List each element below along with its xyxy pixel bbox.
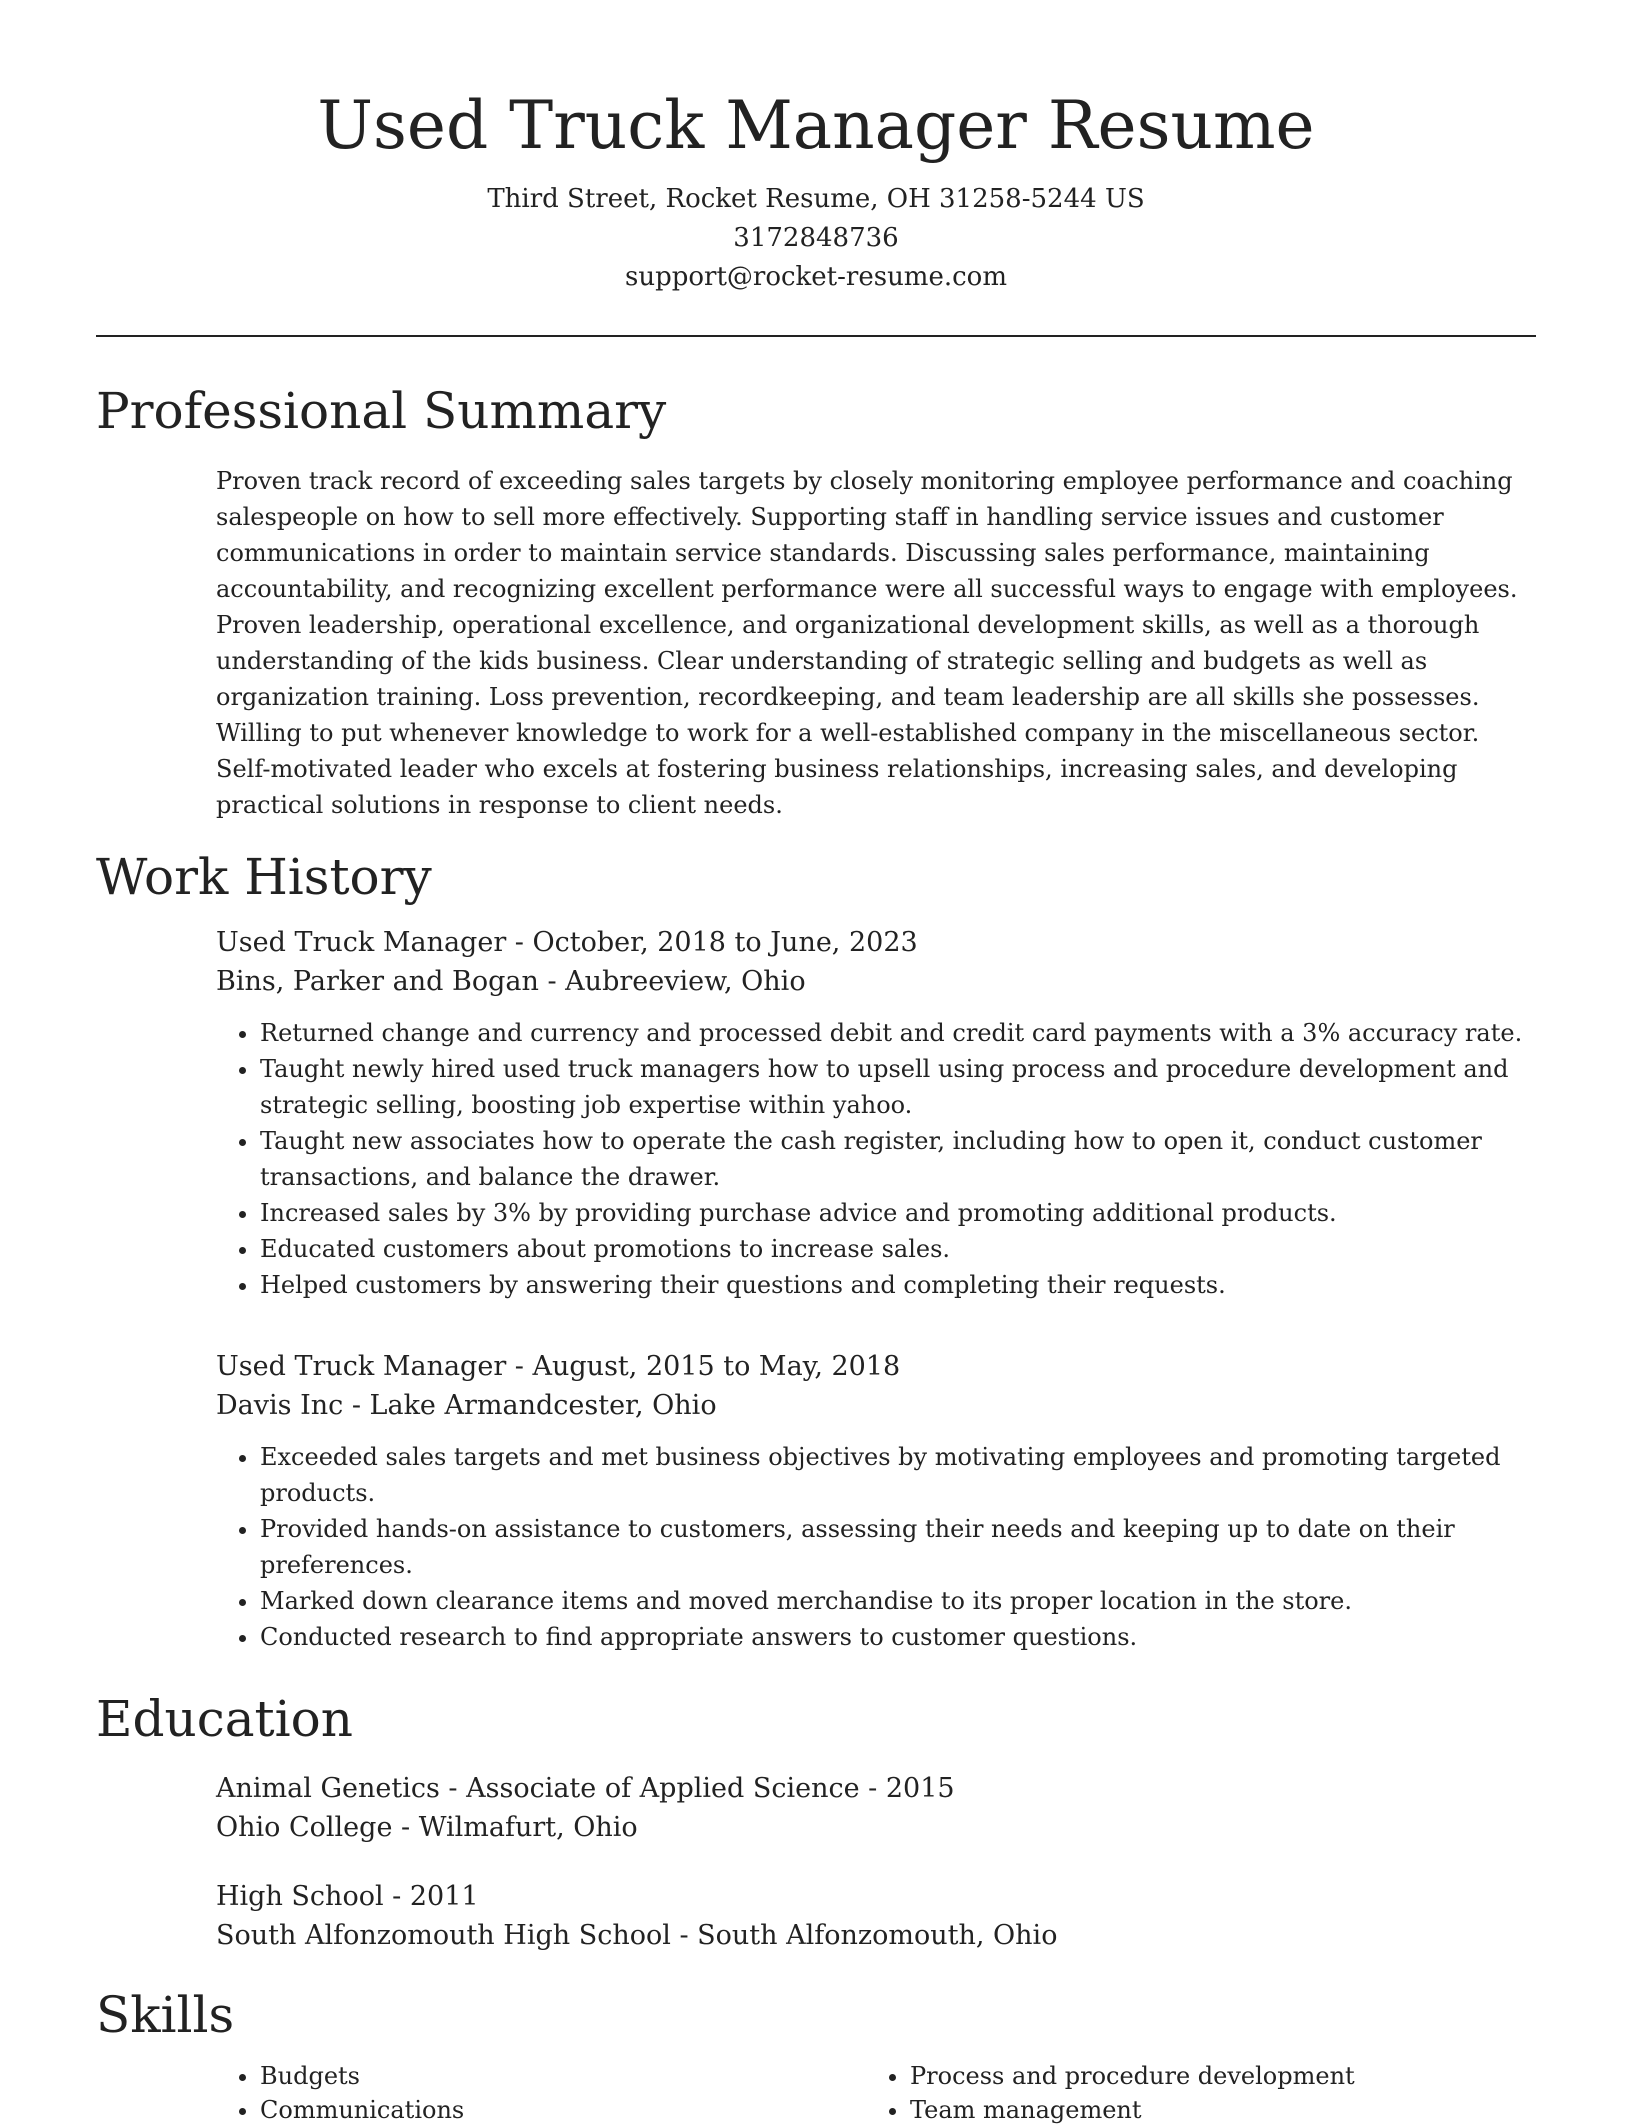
education-degree-line: Animal Genetics - Associate of Applied Science - 2015 bbox=[216, 1773, 955, 1804]
job-role-line: Used Truck Manager - August, 2015 to May, 2018 bbox=[216, 1351, 901, 1382]
job-bullet: • Helped customers by answering their questions and completing their requests. bbox=[260, 1267, 1536, 1303]
skills-column-left bbox=[216, 2059, 866, 2127]
contact-info bbox=[96, 180, 1536, 297]
summary-text: Proven track record of exceeding sales targets by closely monitoring employee performance and coaching salespeople on how to sell more effectively. Supporting staff in handling service issues and customer communications in order to maintain service standards. Discussing sales performance, maintaining accountability, and recognizing excellent performance were all successful ways to engage with employees. Proven leadership, operational excellence, and organizational development skills, as well as a thorough understanding of the kids business. Clear understanding of strategic selling and budgets as well as organization training. Loss prevention, recordkeeping, and team leadership are all skills she possesses. Willing to put whenever knowledge to work for a well-established company in the miscellaneous sector. Self-motivated leader who excels at fostering business relationships, increasing sales, and developing practical solutions in response to client needs. bbox=[216, 467, 1518, 819]
summary-heading: Professional Summary bbox=[96, 382, 667, 440]
skill-item: • Team management bbox=[910, 2093, 1516, 2127]
job-entry bbox=[216, 1347, 1536, 1655]
job-company-line: Davis Inc - Lake Armandcester, Ohio bbox=[216, 1390, 717, 1421]
job-bullets bbox=[216, 1439, 1536, 1655]
job-bullet: • Taught newly hired used truck managers how to upsell using process and procedure development and strategic selling, boosting job expertise within yahoo. bbox=[260, 1051, 1536, 1123]
job-bullets bbox=[216, 1015, 1536, 1303]
education-school-line: South Alfonzomouth High School - South Alfonzomouth, Ohio bbox=[216, 1920, 1058, 1951]
job-company-line: Bins, Parker and Bogan - Aubreeview, Ohio bbox=[216, 966, 806, 997]
education-entry bbox=[216, 1877, 1536, 1955]
education-degree-line: High School - 2011 bbox=[216, 1881, 479, 1912]
job-entry bbox=[216, 923, 1536, 1303]
job-bullet: • Educated customers about promotions to increase sales. bbox=[260, 1231, 1536, 1267]
work-history-heading: Work History bbox=[96, 848, 432, 906]
education-school-line: Ohio College - Wilmafurt, Ohio bbox=[216, 1812, 638, 1843]
job-bullet: • Taught new associates how to operate the cash register, including how to open it, conduct customer transactions, and balance the drawer. bbox=[260, 1123, 1536, 1195]
phone: 3172848736 bbox=[733, 223, 899, 253]
skills-list bbox=[216, 2059, 1536, 2127]
resume-header bbox=[96, 0, 1536, 297]
job-role-line: Used Truck Manager - October, 2018 to June, 2023 bbox=[216, 927, 918, 958]
header-divider bbox=[96, 335, 1536, 337]
resume-title: Used Truck Manager Resume bbox=[317, 87, 1315, 164]
skill-item: • Communications bbox=[260, 2093, 866, 2127]
email: support@rocket-resume.com bbox=[624, 262, 1007, 292]
resume-page bbox=[96, 0, 1536, 2127]
job-bullet: • Provided hands-on assistance to customers, assessing their needs and keeping up to date on their preferences. bbox=[260, 1511, 1536, 1583]
job-bullet: • Increased sales by 3% by providing purchase advice and promoting additional products. bbox=[260, 1195, 1536, 1231]
job-bullet: • Conducted research to find appropriate answers to customer questions. bbox=[260, 1619, 1536, 1655]
job-bullet: • Marked down clearance items and moved merchandise to its proper location in the store. bbox=[260, 1583, 1536, 1619]
job-bullet: • Returned change and currency and processed debit and credit card payments with a 3% accuracy rate. bbox=[260, 1015, 1536, 1051]
education-heading: Education bbox=[96, 1690, 353, 1748]
address: Third Street, Rocket Resume, OH 31258-5244 US bbox=[487, 184, 1145, 214]
job-bullet: • Exceeded sales targets and met business objectives by motivating employees and promoting targeted products. bbox=[260, 1439, 1536, 1511]
skill-item: • Process and procedure development bbox=[910, 2059, 1516, 2093]
education-entry bbox=[216, 1769, 1536, 1847]
skills-heading: Skills bbox=[96, 1986, 235, 2044]
skill-item: • Budgets bbox=[260, 2059, 866, 2093]
skills-column-right bbox=[866, 2059, 1516, 2127]
